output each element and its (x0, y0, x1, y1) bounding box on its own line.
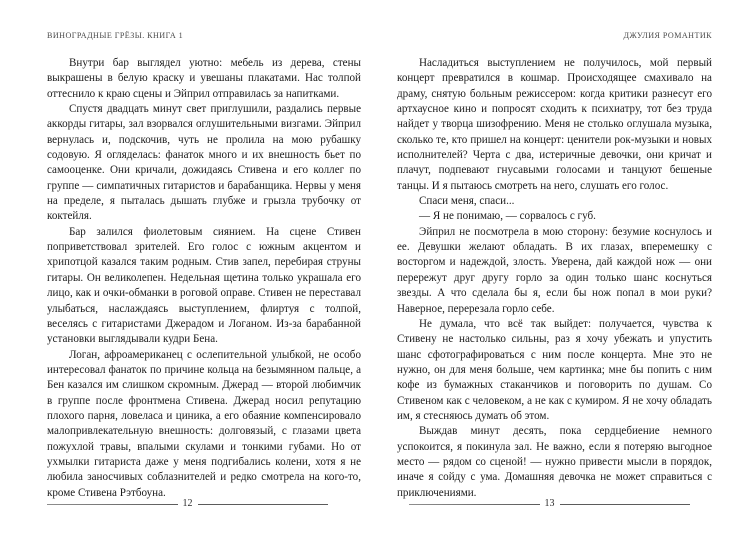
paragraph: Внутри бар выглядел уютно: мебель из дерева, стены выкрашены в белую краску и увешаны плакатами. Нас толпой оттеснило к краю сцены и Эйприл отправилась за напитками. (47, 57, 361, 100)
page-number: 13 (544, 498, 555, 509)
running-head-left: ВИНОГРАДНЫЕ ГРЁЗЫ. КНИГА 1 (47, 31, 184, 40)
paragraph: Не думала, что всё так выйдет: получается, чувства к Стивену не настолько сильны, раз я хочу убежать и упустить шанс сфотографироваться с ним после концерта. Мне это не нужно, он для меня больше, чем картинка; мне бы попить с ним кофе из бумажных стаканчиков и поговорить по душам. Со Стивеном как с человеком, а не как с кумиром. Я не хочу обладать им, я стесняюсь думать об этом. (397, 317, 712, 422)
paragraph: Спустя двадцать минут свет приглушили, раздались первые аккорды гитары, зал взорвался оглушительными визгами. Эйприл вернулась и, подскочив, чуть не пролила на мою рубашку содовую. Я огляделась: фанаток много и их внешность бьет по самооценке. Они кричали, дожидаясь Стивена и его коллег по группе — симпатичных гитаристов и барабанщика. Нервы у меня на пределе, я пыталась дышать глубже и грызла трубочку от коктейля. (47, 103, 361, 223)
paragraph: Спаси меня, спаси... (419, 195, 515, 208)
paragraph: Логан, афроамериканец с ослепительной улыбкой, не особо интересовал фанаток по причине кольца на безымянном пальце, а Бен казался им слишком скромным. Джерад — второй любимчик в группе после фронтмена Стивена. Джерад носил репутацию плохого парня, ловеласа и циника, а его обаяние компенсировало малопривлекательную внешность: долговязый, с глазами цвета пожухлой травы, впалыми скулами и тонкими губами. Но от ухмылки гитариста даже у меня подгибались колени, хотя я не любила заносчивых соблазнителей и редко смотрела на кого-то, кроме Стивена Рэтбоуна. (47, 348, 361, 499)
left-page (0, 0, 375, 540)
page-number: 12 (182, 498, 193, 509)
folio-right (409, 499, 690, 509)
paragraph: Бар залился фиолетовым сиянием. На сцене Стивен поприветствовал зрителей. Его голос с южным акцентом и хрипотцой казался таким родным. Стив запел, перебирая струны гитары. Он великолепен. Недельная щетина только украшала его лицо, как и очки-обманки в роговой оправе. Стивен не переставал улыбаться, наслаждаясь выступлением, флиртуя с толпой, веселясь с гитаристами Джерадом и Логаном. Из-за барабанной установки выглядывали кудри Бена. (47, 225, 361, 346)
paragraph: Выждав минут десять, пока сердцебиение немного успокоится, я покинула зал. Не важно, если я потеряю выгодное место — рядом со сценой! — нужно привести мысли в порядок, иначе я сойду с ума. Домашняя девочка не может справиться с приключениями. (397, 425, 712, 499)
left-page-body (47, 56, 361, 501)
right-page-body (397, 56, 712, 501)
paragraph: Эйприл не посмотрела в мою сторону: безумие коснулось и ее. Девушки желают обладать. В их глазах, вперемешку с восторгом и надеждой, злость. Уверена, дай каждой нож — они перережут друг другу горло за один только шанс коснуться звезды. А что сделала бы я, если бы нож попал в мои руки? Наверное, перерезала горло себе. (397, 225, 712, 315)
right-page (375, 0, 751, 540)
folio-rule-right (198, 504, 329, 505)
folio-left (47, 499, 328, 509)
folio-rule-left (409, 504, 540, 505)
running-head-right: ДЖУЛИЯ РОМАНТИК (623, 31, 712, 40)
folio-rule-right (560, 504, 691, 505)
folio-rule-left (47, 504, 178, 505)
paragraph: Насладиться выступлением не получилось, мой первый концерт превратился в кошмар. Происходящее смахивало на драму, снятую больным режиссером: когда критики разнесут его артхаусное кино и попросят сходить к психиатру, тот без труда найдет у творца шизофрению. Меня не столько оглушала музыка, сколько те, кто пришел на концерт: ценители рок-музыки и новых исполнителей? Черта с два, истеричные девочки, они кричат и плачут, подпевают гнусавыми голосами и танцуют бешеные танцы. И я пытаюсь смотреть на него, слушать его голос. (397, 57, 712, 192)
paragraph: — Я не понимаю, — сорвалось с губ. (419, 210, 596, 223)
